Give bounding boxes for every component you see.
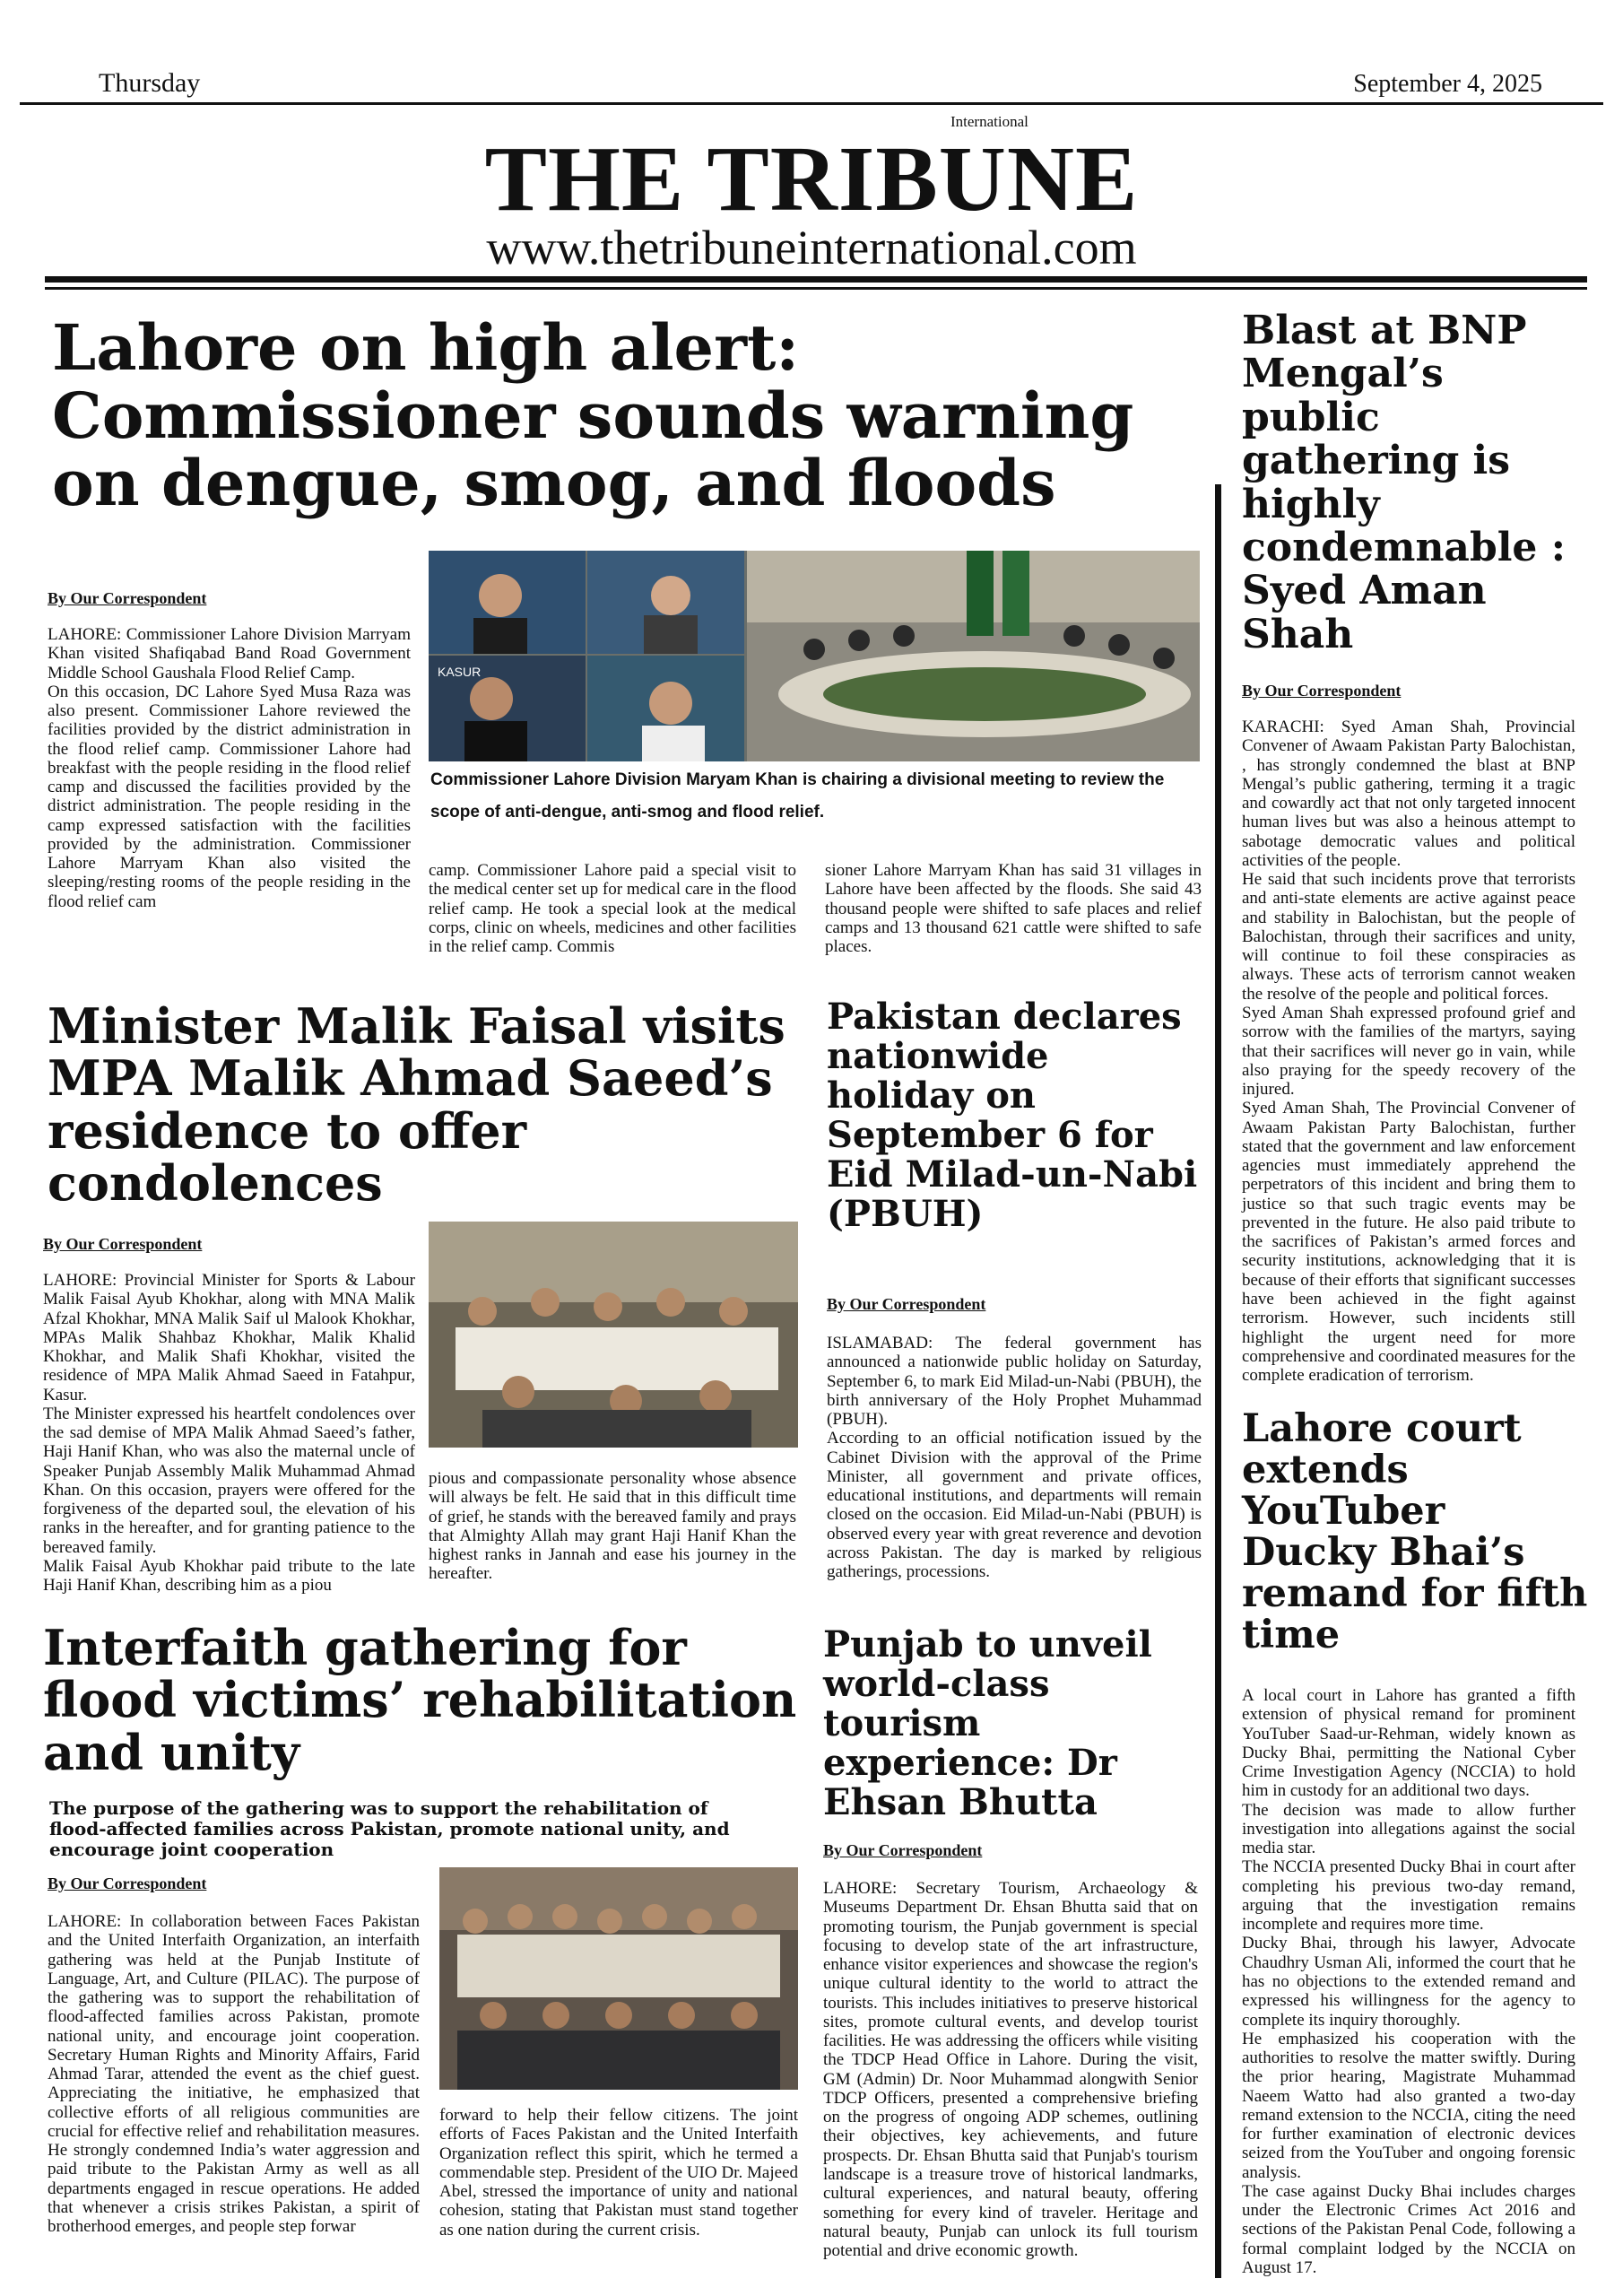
article4-col2: forward to help their fellow citizens. The joint efforts of Faces Pakistan and the United Interfaith Organization reflect this spirit, which he termed a commendable step. President of the UIO Dr. Majeed Abel, stressed the importance of unity and national cohesion, stating that Pakistan must stand together as one nation during the current crisis. [439, 2106, 798, 2239]
masthead-day: Thursday [99, 68, 201, 98]
interfaith-gathering-photo [439, 1867, 798, 2090]
article1-col2: camp. Commissioner Lahore paid a special visit to the medical center set up for medical care in the flood relief camp. He took a special look at the medical corps, clinic on wheels, medicines and other facilities in the relief camp. Commis [429, 861, 796, 957]
newspaper-url: www.thetribuneinternational.com [486, 221, 1137, 274]
article3-body: ISLAMABAD: The federal government has announced a nationwide public holiday on Saturday, September 6, to mark Eid Milad-un-Nabi (PBUH), the birth anniversary of the Holy Prophet Muhammad (PBUH). According to an official notification issued by the Cabinet Division with the approval of the Prime Minister, all government and private offices, educational institutions, and departments will remain closed on the occasion. Eid Milad-un-Nabi (PBUH) is observed every year with great reverence and devotion across Pakistan. The day is marked by religious gatherings, processions. [827, 1334, 1202, 1582]
article7-headline: Lahore court extends YouTuber Ducky Bhai’s remand for fifth time [1242, 1406, 1588, 1657]
article7-body: A local court in Lahore has granted a fifth extension of physical remand for prominent YouTuber Saad-ur-Rehman, widely known as Ducky Bhai, permitting the National Cyber Crime Investigation Agency (NCCIA) to hold him in custody for an additional two days. The decision was made to allow further investigation into allegations against the social media star. The NCCIA presented Ducky Bhai in court after completing his previous two-day remand, arguing that the investigation remains incomplete and requires more time. Ducky Bhai, through his lawyer, Advocate Chaudhry Usman Ali, informed the court that he has no objections to the extended remand and expressed his willingness for the agency to complete its inquiry thoroughly. He emphasized his cooperation with the authorities to resolve the matter swiftly. During the prior hearing, Magistrate Muhammad Naeem Watto had also granted a two-day remand extension to the NCCIA, citing the need for further examination of electronic devices seized from the YouTuber and ongoing forensic analysis. The case against Ducky Bhai includes charges under the Electronic Crimes Act 2016 and sections of the Pakistan Penal Code, following a formal complaint lodged by the NCCIA on August 17. [1242, 1686, 1575, 2277]
masthead-thick-rule [45, 276, 1587, 283]
article1-photo [429, 551, 1200, 761]
newspaper-title: THE TRIBUNE [484, 127, 1139, 230]
article2-headline: Minister Malik Faisal visits MPA Malik Ahmad Saeed’s residence to offer condolences [48, 997, 785, 1212]
masthead-top-rule [20, 102, 1603, 105]
meeting-photo-collage [429, 551, 1200, 761]
article2-photo [429, 1222, 798, 1448]
article4-photo [439, 1867, 798, 2090]
article2-col2: pious and compassionate personality whose absence will always be felt. He said that in this difficult time of grief, he stands with the bereaved family and prays that Almighty Allah may grant Haji Hanif Khan the highest ranks in Jannah and ease his journey in the hereafter. [429, 1469, 796, 1584]
article5-headline: Punjab to unveil world-class tourism experience: Dr Ehsan Bhutta [823, 1623, 1152, 1823]
article4-subdeck: The purpose of the gathering was to support the rehabilitation of flood-affected families across Pakistan, promote national unity, and encourage joint cooperation [49, 1797, 730, 1860]
article4-headline: Interfaith gathering for flood victims’ rehabilitation and unity [43, 1619, 797, 1781]
condolence-gathering-photo [429, 1222, 798, 1448]
article1-byline: By Our Correspondent [48, 589, 207, 607]
article1-col3: sioner Lahore Marryam Khan has said 31 villages in Lahore have been affected by the floods. She said 43 thousand people were shifted to safe places and relief camps and 13 thousand 621 cattle were shifted to safe places. [825, 861, 1202, 957]
article4-col1: LAHORE: In collaboration between Faces Pakistan and the United Interfaith Organization, an interfaith gathering was held at the Punjab Institute of Language, Art, and Culture (PILAC). The purpose of the gathering was to support the rehabilitation of flood-affected families across Pakistan, promote national unity, and encourage joint cooperation. Secretary Human Rights and Minority Affairs, Farid Ahmad Tarar, attended the event as the chief guest. Appreciating the initiative, he emphasized that collective efforts of all religious communities are crucial for effective relief and rehabilitation measures. He strongly condemned India’s water aggression and paid tribute to the Pakistan Army as well as all departments engaged in rescue operations. He added that whenever a crisis strikes Pakistan, a spirit of brotherhood emerges, and people step forwar [48, 1912, 420, 2237]
column-divider [1215, 484, 1221, 2278]
article1-col1: LAHORE: Commissioner Lahore Division Marryam Khan visited Shafiqabad Band Road Government Middle School Gaushala Flood Relief Camp. On this occasion, DC Lahore Syed Musa Raza was also present. Commissioner Lahore reviewed the facilities provided by the district administration in the flood relief camp. Commissioner Lahore had breakfast with the people residing in the flood relief camp and discussed the facilities provided by the district administration. The people residing in the camp expressed satisfaction with the facilities provided by the administration. Commissioner Lahore Marryam Khan also visited the sleeping/resting rooms of the people residing in the flood relief cam [48, 625, 411, 911]
masthead-date: September 4, 2025 [1353, 70, 1542, 98]
article6-headline: Blast at BNP Mengal’s public gathering is highly condemnable : Syed Aman Shah [1242, 308, 1566, 657]
article4-byline: By Our Correspondent [48, 1874, 207, 1892]
article1-headline: Lahore on high alert: Commissioner sounds warning on dengue, smog, and floods [52, 310, 1134, 521]
article5-byline: By Our Correspondent [823, 1841, 983, 1859]
kasur-label: KASUR [438, 665, 482, 679]
article3-headline: Pakistan declares nationwide holiday on September 6 for Eid Milad-un-Nabi (PBUH) [827, 996, 1198, 1235]
article2-col1: LAHORE: Provincial Minister for Sports & Labour Malik Faisal Ayub Khokhar, along with MNA Malik Afzal Khokhar, MNA Malik Saif ul Malook Khokhar, MPAs Malik Shahbaz Khokhar, Malik Khalid Khokhar, and Malik Shafi Khokhar, visited the residence of MPA Malik Ahmad Saeed in Fatahpur, Kasur. The Minister expressed his heartfelt condolences over the sad demise of MPA Malik Ahmad Saeed’s father, Haji Hanif Khan, who was also the maternal uncle of Speaker Punjab Assembly Malik Muhammad Ahmad Khan. On this occasion, prayers were offered for the forgiveness of the departed soul, the elevation of his ranks in the hereafter, and for granting patience to the bereaved family. Malik Faisal Ayub Khokhar paid tribute to the late Haji Hanif Khan, describing him as a piou [43, 1271, 415, 1596]
masthead-international: International [950, 113, 1028, 130]
masthead-thin-rule [45, 287, 1587, 290]
article5-body: LAHORE: Secretary Tourism, Archaeology & Museums Department Dr. Ehsan Bhutta said that on promoting tourism, the Punjab government is special focusing to develop state of the art infrastructure, enhance visitor experiences and showcase the region's unique cultural identity to the world to attract the tourists. This includes initiatives to preserve historical sites, promote cultural events, and develop tourist facilities. He was addressing the officers while visiting the TDCP Head Office in Lahore. During the visit, GM (Admin) Dr. Noor Muhammad alongwith Senior TDCP Officers, presented a comprehensive briefing on the progress of ongoing ADP schemes, outlining their objectives, key achievements, and future prospects. Dr. Ehsan Bhutta said that Punjab's tourism landscape is a treasure trove of historical landmarks, cultural experiences, and natural beauty, offering something for every kind of traveler. Heritage and natural beauty, Punjab can unlock its full tourism potential and drive economic growth. [823, 1879, 1198, 2261]
article2-byline: By Our Correspondent [43, 1235, 203, 1253]
article6-byline: By Our Correspondent [1242, 682, 1402, 700]
article6-body: KARACHI: Syed Aman Shah, Provincial Convener of Awaam Pakistan Party Balochistan, , has strongly condemned the blast at BNP Mengal’s public gathering, terming it a tragic and cowardly act that not only targeted innocent human lives but was also a heinous attempt to sabotage democratic values and political activities of the people. He said that such incidents prove that terrorists and anti-state elements are active against peace and stability in Balochistan, but the people of Balochistan, through their sacrifices and unity, will continue to foil these conspiracies as always. These acts of terrorism cannot weaken the resolve of the people and political forces. Syed Aman Shah expressed profound grief and sorrow with the families of the martyrs, saying that their sacrifices will never go in vain, while also praying for the speedy recovery of the injured. Syed Aman Shah, The Provincial Convener of Awaam Pakistan Party Balochistan, further stated that the government and law enforcement agencies must immediately apprehend the perpetrators of this incident and bring them to justice so that such tragic events may be prevented in the future. He also paid tribute to the sacrifices of Pakistan’s armed forces and security institutions, acknowledging that it is because of their efforts that significant successes have been achieved in the fight against terrorism. However, such incidents still highlight the urgent need for more comprehensive and coordinated measures for the complete eradication of terrorism. [1242, 718, 1575, 1386]
article1-caption: Commissioner Lahore Division Maryam Khan is chairing a divisional meeting to review the scope of anti-dengue, anti-smog and flood relief. [430, 770, 1165, 822]
article3-byline: By Our Correspondent [827, 1295, 986, 1313]
